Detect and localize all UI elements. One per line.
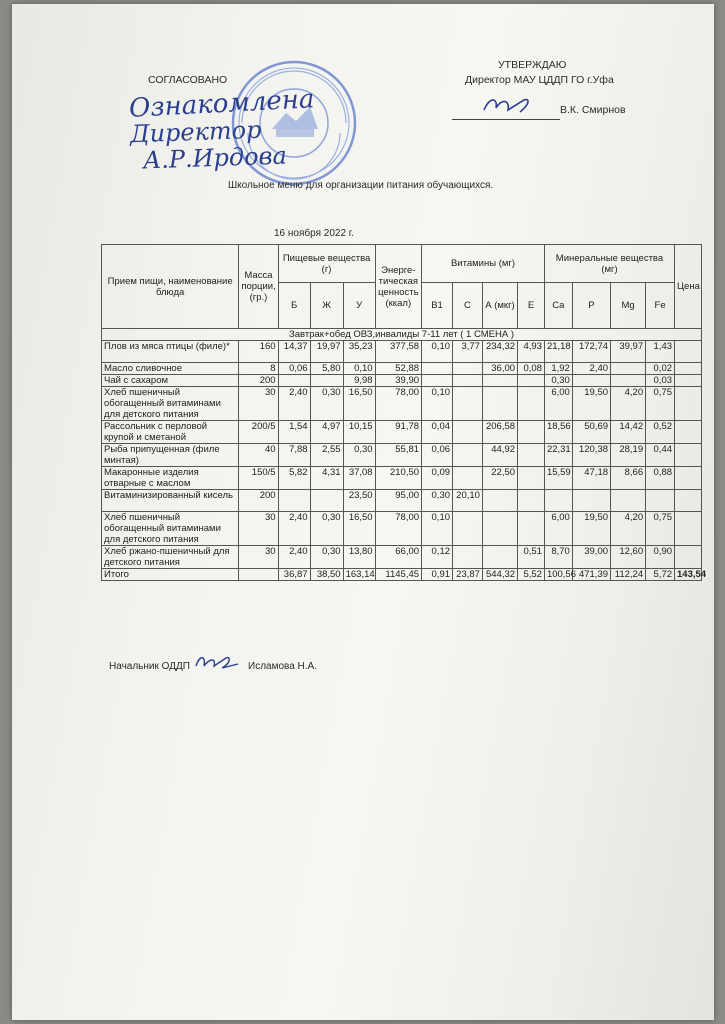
table-cell: 78,00: [375, 387, 421, 421]
table-cell: 2,55: [310, 444, 343, 467]
table-cell: 0,30: [310, 546, 343, 569]
table-cell: 0,06: [278, 363, 310, 375]
handwriting-line-2: Директор: [129, 115, 262, 149]
table-cell: 0,06: [422, 444, 453, 467]
director-signature: [480, 92, 540, 118]
table-cell: 0,88: [646, 467, 675, 490]
table-cell: 4,31: [310, 467, 343, 490]
table-cell: 206,58: [482, 421, 517, 444]
table-cell: [482, 512, 517, 546]
table-cell: 0,08: [518, 363, 545, 375]
table-cell: [518, 490, 545, 512]
table-cell: 16,50: [343, 512, 375, 546]
table-cell: 37,08: [343, 467, 375, 490]
table-cell: 55,81: [375, 444, 421, 467]
table-cell: 22,50: [482, 467, 517, 490]
total-cell: 1145,45: [375, 569, 421, 581]
table-cell: 172,74: [572, 341, 610, 363]
table-cell: [278, 375, 310, 387]
header-mg: Mg: [611, 283, 646, 329]
table-cell: [518, 387, 545, 421]
table-cell: 1,54: [278, 421, 310, 444]
table-row: [102, 341, 702, 363]
header-nutrients: Пищевые вещества (г): [278, 245, 375, 283]
table-cell: 20,10: [453, 490, 483, 512]
table-cell: [453, 421, 483, 444]
table-cell: 0,90: [646, 546, 675, 569]
total-cell: 112,24: [611, 569, 646, 581]
table-cell: [675, 444, 702, 467]
header-b1: B1: [422, 283, 453, 329]
table-cell: 5,80: [310, 363, 343, 375]
total-cell: 5,52: [518, 569, 545, 581]
table-cell: 0,12: [422, 546, 453, 569]
table-cell: [544, 490, 572, 512]
table-cell: 0,30: [310, 387, 343, 421]
header-zh: Ж: [310, 283, 343, 329]
table-cell: 8,66: [611, 467, 646, 490]
table-cell: 19,50: [572, 387, 610, 421]
table-row: [102, 512, 702, 546]
table-cell: [675, 375, 702, 387]
table-cell: [675, 341, 702, 363]
director-sign-line: [452, 119, 560, 120]
dish-name: Витаминизированный кисель: [102, 490, 239, 512]
table-cell: 21,18: [544, 341, 572, 363]
total-cell: 23,87: [453, 569, 483, 581]
header-mass: Масса порции, (гр.): [239, 245, 278, 329]
table-cell: [422, 363, 453, 375]
table-cell: 66,00: [375, 546, 421, 569]
table-cell: 15,59: [544, 467, 572, 490]
table-cell: 2,40: [278, 387, 310, 421]
table-cell: 28,19: [611, 444, 646, 467]
table-cell: 16,50: [343, 387, 375, 421]
total-cell: 143,54: [675, 569, 702, 581]
handwriting-line-3: А.Р.Ирдова: [142, 141, 288, 175]
table-cell: 44,92: [482, 444, 517, 467]
table-cell: [675, 387, 702, 421]
total-cell: 5,72: [646, 569, 675, 581]
table-cell: [482, 490, 517, 512]
table-cell: [453, 375, 483, 387]
table-cell: 22,31: [544, 444, 572, 467]
table-cell: 200: [239, 375, 278, 387]
table-cell: 2,40: [278, 546, 310, 569]
table-cell: [482, 546, 517, 569]
header-p: P: [572, 283, 610, 329]
header-fe: Fe: [646, 283, 675, 329]
header-b: Б: [278, 283, 310, 329]
table-cell: 8: [239, 363, 278, 375]
table-cell: 0,10: [422, 387, 453, 421]
table-cell: 39,90: [375, 375, 421, 387]
table-cell: [482, 375, 517, 387]
table-cell: [518, 421, 545, 444]
table-cell: 14,37: [278, 341, 310, 363]
header-minerals: Минеральные вещества (мг): [544, 245, 674, 283]
table-cell: 3,77: [453, 341, 483, 363]
table-cell: 47,18: [572, 467, 610, 490]
table-cell: 4,20: [611, 387, 646, 421]
table-cell: 9,98: [343, 375, 375, 387]
table-cell: [518, 444, 545, 467]
table-cell: 52,88: [375, 363, 421, 375]
total-cell: 100,56: [544, 569, 572, 581]
table-cell: 0,30: [422, 490, 453, 512]
table-cell: [278, 490, 310, 512]
table-cell: 150/5: [239, 467, 278, 490]
table-cell: 1,43: [646, 341, 675, 363]
total-cell: 163,14: [343, 569, 375, 581]
table-cell: 5,82: [278, 467, 310, 490]
table-cell: 35,23: [343, 341, 375, 363]
table-row: [102, 546, 702, 569]
table-cell: 0,10: [422, 512, 453, 546]
table-cell: 0,30: [310, 512, 343, 546]
table-cell: [675, 512, 702, 546]
dish-name: Макаронные изделия отварные с маслом: [102, 467, 239, 490]
dish-name: Рассольник с перловой крупой и сметаной: [102, 421, 239, 444]
table-cell: 0,52: [646, 421, 675, 444]
table-row: [102, 421, 702, 444]
table-cell: 0,75: [646, 512, 675, 546]
table-cell: 234,32: [482, 341, 517, 363]
total-cell: [239, 569, 278, 581]
table-cell: [310, 490, 343, 512]
table-cell: 0,30: [544, 375, 572, 387]
header-vitamins: Витамины (мг): [422, 245, 545, 283]
table-row: [102, 387, 702, 421]
table-cell: [453, 546, 483, 569]
table-row: [102, 375, 702, 387]
table-cell: [453, 467, 483, 490]
table-cell: [611, 375, 646, 387]
table-cell: [453, 512, 483, 546]
table-cell: 30: [239, 512, 278, 546]
header-c: C: [453, 283, 483, 329]
table-cell: 39,00: [572, 546, 610, 569]
dish-name: Чай с сахаром: [102, 375, 239, 387]
table-cell: 6,00: [544, 387, 572, 421]
table-cell: [453, 363, 483, 375]
document-title: Школьное меню для организации питания обучающихся.: [228, 180, 494, 191]
table-cell: 95,00: [375, 490, 421, 512]
table-cell: [518, 375, 545, 387]
header-e: Е: [518, 283, 545, 329]
table-cell: 200/5: [239, 421, 278, 444]
total-label: Итого: [102, 569, 239, 581]
menu-table: [101, 244, 707, 581]
table-cell: 0,10: [422, 341, 453, 363]
table-cell: 0,30: [343, 444, 375, 467]
table-cell: 78,00: [375, 512, 421, 546]
table-cell: 7,88: [278, 444, 310, 467]
document-page: [12, 4, 714, 1020]
table-cell: 19,97: [310, 341, 343, 363]
table-cell: [675, 546, 702, 569]
table-cell: 160: [239, 341, 278, 363]
table-cell: 1,92: [544, 363, 572, 375]
table-cell: 18,56: [544, 421, 572, 444]
table-cell: 39,97: [611, 341, 646, 363]
table-cell: [453, 387, 483, 421]
table-cell: 50,69: [572, 421, 610, 444]
table-row: [102, 490, 702, 512]
table-cell: [675, 467, 702, 490]
head-signature: [192, 652, 242, 672]
table-cell: 12,60: [611, 546, 646, 569]
table-cell: [611, 490, 646, 512]
table-cell: 19,50: [572, 512, 610, 546]
table-cell: 30: [239, 387, 278, 421]
total-cell: 544,32: [482, 569, 517, 581]
total-row: [102, 569, 702, 581]
header-ca: Ca: [544, 283, 572, 329]
table-cell: 2,40: [572, 363, 610, 375]
table-cell: 14,42: [611, 421, 646, 444]
approve-title: УТВЕРЖДАЮ: [498, 59, 567, 71]
document-date: 16 ноября 2022 г.: [274, 228, 354, 239]
table-cell: 210,50: [375, 467, 421, 490]
table-cell: [422, 375, 453, 387]
handwriting-line-1: Ознакомлена: [128, 84, 316, 124]
table-cell: [675, 490, 702, 512]
table-cell: [646, 490, 675, 512]
table-cell: [675, 363, 702, 375]
table-row: [102, 444, 702, 467]
table-cell: 0,75: [646, 387, 675, 421]
total-cell: 36,87: [278, 569, 310, 581]
table-cell: 0,51: [518, 546, 545, 569]
table-cell: [675, 421, 702, 444]
table-cell: [611, 363, 646, 375]
table-cell: 10,15: [343, 421, 375, 444]
total-cell: 38,50: [310, 569, 343, 581]
table-cell: [518, 467, 545, 490]
approve-role: Директор МАУ ЦДДП ГО г.Уфа: [465, 74, 614, 86]
table-cell: 0,09: [422, 467, 453, 490]
dish-name: Хлеб пшеничный обогащенный витаминами для детского питания: [102, 512, 239, 546]
header-price: Цена: [675, 245, 702, 329]
dish-name: Рыба припущенная (филе минтая): [102, 444, 239, 467]
table-cell: 2,40: [278, 512, 310, 546]
agree-title: СОГЛАСОВАНО: [148, 74, 228, 86]
table-cell: [310, 375, 343, 387]
table-cell: 91,78: [375, 421, 421, 444]
table-cell: 0,44: [646, 444, 675, 467]
table-cell: [482, 387, 517, 421]
approve-name: В.К. Смирнов: [560, 104, 626, 116]
table-cell: 120,38: [572, 444, 610, 467]
footer-sign-name: Исламова Н.А.: [248, 661, 318, 672]
table-cell: 40: [239, 444, 278, 467]
table-cell: 13,80: [343, 546, 375, 569]
table-cell: [572, 490, 610, 512]
table-row: [102, 467, 702, 490]
table-cell: 4,93: [518, 341, 545, 363]
dish-name: Масло сливочное: [102, 363, 239, 375]
table-cell: 6,00: [544, 512, 572, 546]
dish-name: Хлеб ржано-пшеничный для детского питания: [102, 546, 239, 569]
table-cell: [518, 512, 545, 546]
header-meal: Прием пищи, наименование блюда: [102, 245, 239, 329]
table-cell: [453, 444, 483, 467]
total-cell: 471,39: [572, 569, 610, 581]
footer-sign-label: Начальник ОДДП: [109, 661, 190, 672]
table-cell: 36,00: [482, 363, 517, 375]
table-cell: 377,58: [375, 341, 421, 363]
table-cell: 0,02: [646, 363, 675, 375]
dish-name: Плов из мяса птицы (филе)*: [102, 341, 239, 363]
menu-table-body: [102, 329, 707, 581]
table-cell: 30: [239, 546, 278, 569]
table-cell: [572, 375, 610, 387]
table-cell: 0,10: [343, 363, 375, 375]
table-cell: 4,97: [310, 421, 343, 444]
table-cell: 4,20: [611, 512, 646, 546]
header-energy: Энерге-тическая ценность (ккал): [375, 245, 421, 329]
table-cell: 0,04: [422, 421, 453, 444]
table-cell: 23,50: [343, 490, 375, 512]
table-cell: 8,70: [544, 546, 572, 569]
header-a: А (мкг): [482, 283, 517, 329]
dish-name: Хлеб пшеничный обогащенный витаминами для детского питания: [102, 387, 239, 421]
total-cell: 0,91: [422, 569, 453, 581]
table-cell: 200: [239, 490, 278, 512]
section-title: Завтрак+обед ОВЗ,инвалиды 7-11 лет ( 1 СМЕНА ): [102, 329, 702, 341]
header-u: У: [343, 283, 375, 329]
table-row: [102, 363, 702, 375]
table-cell: 0,03: [646, 375, 675, 387]
